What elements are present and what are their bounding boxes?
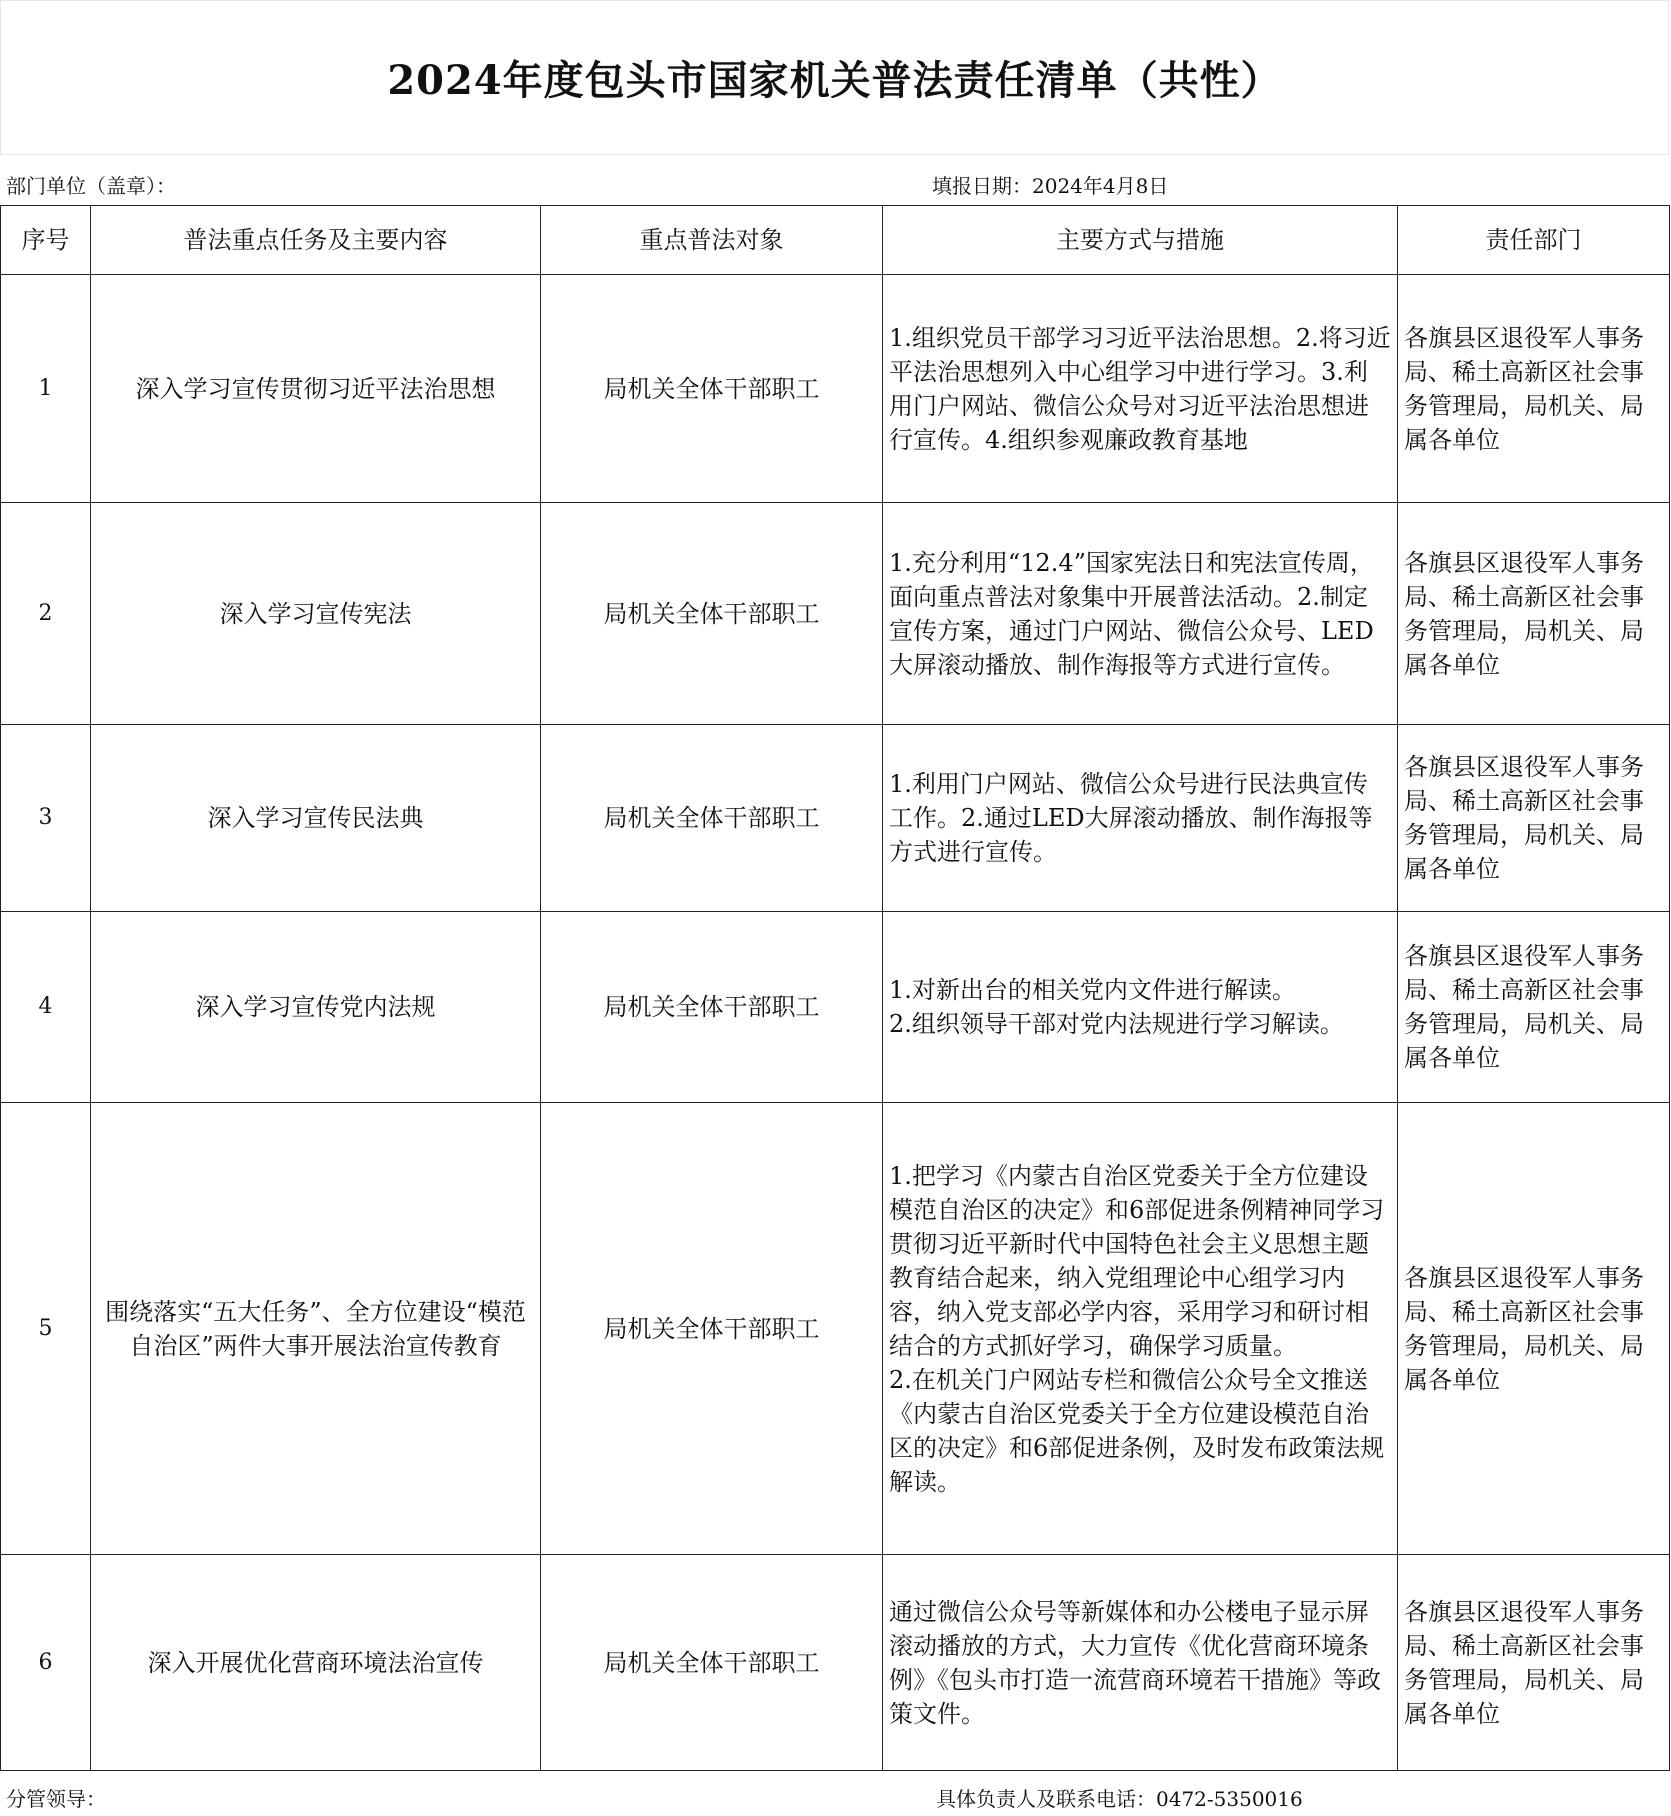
contact-info: 具体负责人及联系电话：0472-5350016 bbox=[936, 1787, 1303, 1811]
row-task: 深入学习宣传贯彻习近平法治思想 bbox=[91, 275, 541, 503]
table-row bbox=[1, 503, 1670, 725]
row-no: 1 bbox=[1, 275, 91, 503]
title-banner bbox=[0, 0, 1669, 155]
row-dept: 各旗县区退役军人事务局、稀土高新区社会事务管理局，局机关、局属各单位 bbox=[1398, 503, 1670, 725]
row-dept: 各旗县区退役军人事务局、稀土高新区社会事务管理局，局机关、局属各单位 bbox=[1398, 1103, 1670, 1555]
row-task: 深入开展优化营商环境法治宣传 bbox=[91, 1555, 541, 1771]
table-row bbox=[1, 1103, 1670, 1555]
header-target: 重点普法对象 bbox=[541, 206, 883, 275]
row-target: 局机关全体干部职工 bbox=[541, 1555, 883, 1771]
table-row bbox=[1, 275, 1670, 503]
header-task: 普法重点任务及主要内容 bbox=[91, 206, 541, 275]
row-measures: 1.组织党员干部学习习近平法治思想。2.将习近平法治思想列入中心组学习中进行学习。3.利用门户网站、微信公众号对习近平法治思想进行宣传。4.组织参观廉政教育基地 bbox=[883, 275, 1398, 503]
row-task: 深入学习宣传党内法规 bbox=[91, 912, 541, 1103]
row-measures: 通过微信公众号等新媒体和办公楼电子显示屏滚动播放的方式，大力宣传《优化营商环境条例》《包头市打造一流营商环境若干措施》等政策文件。 bbox=[883, 1555, 1398, 1771]
row-measures: 1.充分利用“12.4”国家宪法日和宪法宣传周，面向重点普法对象集中开展普法活动。2.制定宣传方案，通过门户网站、微信公众号、LED大屏滚动播放、制作海报等方式进行宣传。 bbox=[883, 503, 1398, 725]
row-dept: 各旗县区退役军人事务局、稀土高新区社会事务管理局，局机关、局属各单位 bbox=[1398, 725, 1670, 912]
supervisor-label: 分管领导： bbox=[6, 1787, 106, 1811]
header-no: 序号 bbox=[1, 206, 91, 275]
row-task: 深入学习宣传宪法 bbox=[91, 503, 541, 725]
row-target: 局机关全体干部职工 bbox=[541, 725, 883, 912]
row-target: 局机关全体干部职工 bbox=[541, 1103, 883, 1555]
responsibility-table bbox=[0, 205, 1670, 1771]
row-no: 6 bbox=[1, 1555, 91, 1771]
fill-date: 填报日期：2024年4月8日 bbox=[932, 174, 1169, 198]
table-row bbox=[1, 1555, 1670, 1771]
header-measures: 主要方式与措施 bbox=[883, 206, 1398, 275]
row-target: 局机关全体干部职工 bbox=[541, 275, 883, 503]
header-dept: 责任部门 bbox=[1398, 206, 1670, 275]
table-header-row bbox=[1, 206, 1670, 275]
row-measures: 1.利用门户网站、微信公众号进行民法典宣传工作。2.通过LED大屏滚动播放、制作海报等方式进行宣传。 bbox=[883, 725, 1398, 912]
row-measures: 1.对新出台的相关党内文件进行解读。 2.组织领导干部对党内法规进行学习解读。 bbox=[883, 912, 1398, 1103]
row-task: 深入学习宣传民法典 bbox=[91, 725, 541, 912]
row-no: 4 bbox=[1, 912, 91, 1103]
row-dept: 各旗县区退役军人事务局、稀土高新区社会事务管理局，局机关、局属各单位 bbox=[1398, 1555, 1670, 1771]
row-dept: 各旗县区退役军人事务局、稀土高新区社会事务管理局，局机关、局属各单位 bbox=[1398, 912, 1670, 1103]
row-measures: 1.把学习《内蒙古自治区党委关于全方位建设模范自治区的决定》和6部促进条例精神同学习贯彻习近平新时代中国特色社会主义思想主题教育结合起来，纳入党组理论中心组学习内容，纳入党支部必学内容，采用学习和研讨相结合的方式抓好学习，确保学习质量。 2.在机关门户网站专栏和微信公众号全文推送《内蒙古自治区党委关于全方位建设模范自治区的决定》和6部促进条例，及时发布政策法规解读。 bbox=[883, 1103, 1398, 1555]
page-title: 2024年度包头市国家机关普法责任清单（共性） bbox=[387, 57, 1282, 104]
table-row bbox=[1, 725, 1670, 912]
row-no: 3 bbox=[1, 725, 91, 912]
row-target: 局机关全体干部职工 bbox=[541, 912, 883, 1103]
department-label: 部门单位（盖章）： bbox=[6, 174, 176, 198]
row-dept: 各旗县区退役军人事务局、稀土高新区社会事务管理局，局机关、局属各单位 bbox=[1398, 275, 1670, 503]
table-row bbox=[1, 912, 1670, 1103]
row-no: 2 bbox=[1, 503, 91, 725]
row-no: 5 bbox=[1, 1103, 91, 1555]
row-task: 围绕落实“五大任务”、全方位建设“模范自治区”两件大事开展法治宣传教育 bbox=[91, 1103, 541, 1555]
row-target: 局机关全体干部职工 bbox=[541, 503, 883, 725]
